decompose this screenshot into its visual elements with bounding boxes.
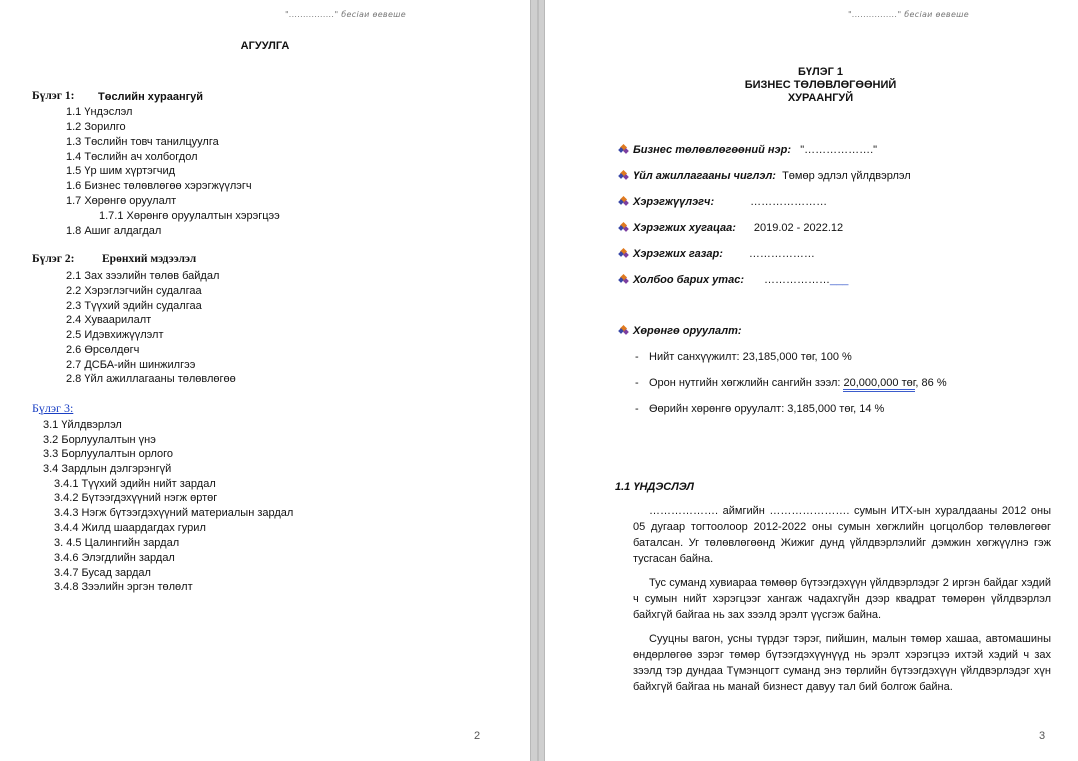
paragraph-text: Тус суманд хувиараа төмөөр бүтээгдэхүүн үйлдвэрлэдэг 2 иргэн байдаг хэдий ч сумын нийт хэрэгцээг хангаж чадахгүйн дээр квадрат төмөрөн үйлдвэрлэл байхгүй байгаа нь зах зээлд эрэлт үүсгэж байна. xyxy=(633,577,1051,621)
field-value: ……………… xyxy=(763,274,830,286)
toc-item[interactable]: 1.4 Төслийн ач холбогдол xyxy=(66,151,198,163)
toc-item[interactable]: 2.2 Хэрэглэгчийн судалгаа xyxy=(66,285,202,297)
toc-item[interactable]: 3.3 Борлуулалтын орлого xyxy=(43,448,174,460)
field-duration xyxy=(633,222,843,234)
field-location xyxy=(633,248,815,260)
page-number: 3 xyxy=(1039,730,1046,742)
toc-subitem[interactable]: 3.4.6 Элэгдлийн зардал xyxy=(54,552,175,564)
toc-item[interactable]: 2.3 Түүхий эдийн судалгаа xyxy=(66,300,202,312)
field-value: Төмөр эдлэл үйлдвэрлэл xyxy=(782,170,911,182)
field-label: Бизнес төлөвлөгөөний нэр: xyxy=(633,144,792,156)
investment-item-share: , 86 % xyxy=(915,377,947,389)
diamond-bullet-icon xyxy=(619,145,628,154)
toc-item[interactable]: 1.8 Ашиг алдагдал xyxy=(66,225,162,237)
document-page-2 xyxy=(0,0,530,761)
field-label: Холбоо барих утас: xyxy=(633,274,744,286)
toc-item[interactable]: 1.3 Төслийн товч танилцуулга xyxy=(66,136,219,148)
field-value: ………………… xyxy=(750,196,828,208)
toc-item[interactable]: 1.7 Хөрөнгө оруулалт xyxy=(66,195,177,207)
investment-item-text: Нийт санхүүжилт: 23,185,000 төг, 100 % xyxy=(649,351,852,363)
toc-title: АГУУЛГА xyxy=(240,40,290,52)
chapter-heading xyxy=(545,66,1078,105)
section-title: 1.1 ҮНДЭСЛЭЛ xyxy=(615,481,694,493)
page-header-note: "................" бесіаи өевеше xyxy=(285,10,407,19)
chapter-heading-line: ХУРААНГУЙ xyxy=(787,92,854,104)
investment-item: - Өөрийн хөрөнгө оруулалт: 3,185,000 төг, 14 % xyxy=(635,403,885,415)
document-page-3 xyxy=(545,0,1078,761)
toc-item[interactable]: 2.8 Үйл ажиллагааны төлөвлөгөө xyxy=(66,373,236,385)
toc-item[interactable]: 2.6 Өрсөлдөгч xyxy=(66,344,140,356)
toc-chapter-3-label: үлэг 3: xyxy=(38,401,74,415)
investment-item-amount: 20,000,000 төг xyxy=(843,377,915,392)
toc-item[interactable]: 2.7 ДСБА-ийн шинжилгээ xyxy=(66,359,196,371)
body-paragraph xyxy=(633,631,1051,695)
scroll-track[interactable] xyxy=(537,0,539,761)
diamond-bullet-icon xyxy=(619,249,628,258)
investment-item: - Нийт санхүүжилт: 23,185,000 төг, 100 % xyxy=(635,351,852,363)
diamond-bullet-icon xyxy=(619,197,628,206)
chapter-heading-line: БИЗНЕС ТӨЛӨВЛӨГӨӨНИЙ xyxy=(744,79,897,91)
investment-item-text: Өөрийн хөрөнгө оруулалт: 3,185,000 төг, 14 % xyxy=(649,403,885,415)
investment-item-text: Орон нутгийн хөгжлийн сангийн зээл: xyxy=(649,377,844,389)
toc-subitem[interactable]: 1.7.1 Хөрөнгө оруулалтын хэрэгцээ xyxy=(99,210,280,222)
chapter-heading-line: БҮЛЭГ 1 xyxy=(798,66,843,78)
investment-heading xyxy=(633,325,742,337)
toc-chapter-2-label: Бүлэг 2: xyxy=(32,253,75,265)
toc-chapter-1-label: Бүлэг 1: xyxy=(32,90,75,102)
field-value-tail: ___ xyxy=(829,274,849,286)
paragraph-text: Сууцны вагон, усны түрдэг тэрэг, пийшин, малын төмөр хашаа, автомашины өндөрлөгөө зэрэг төмөр бүтээгдэхүүнүүд нь эрэлт хэрэгцээ ихтэй хэдий ч зах зээлд тэр дундаа Түмэнцогт суманд энэ төрлийн бүтээгдэхүүн үйлдвэрлэдэг хүн байхгүй байгаа нь манай бизнест давуу тал бий болгож байна. xyxy=(633,633,1051,693)
toc-subitem[interactable]: 3.4.3 Нэгж бүтээгдэхүүний материалын зардал xyxy=(54,507,294,519)
toc-item[interactable]: 2.4 Хуваарилалт xyxy=(66,314,152,326)
toc-item[interactable]: 3.1 Үйлдвэрлэл xyxy=(43,419,122,431)
field-value: "………………." xyxy=(800,144,878,156)
toc-item[interactable]: 3.2 Борлуулалтын үнэ xyxy=(43,434,156,446)
field-phone xyxy=(633,274,848,286)
toc-item[interactable]: 1.1 Үндэслэл xyxy=(66,106,133,118)
toc-item[interactable]: 1.2 Зорилго xyxy=(66,121,126,133)
field-label: Хэрэгжих хугацаа: xyxy=(633,222,736,234)
page-header-note: "................" бесіаи өевеше xyxy=(848,10,970,19)
field-implementer xyxy=(633,196,827,208)
body-paragraph xyxy=(633,575,1051,623)
investment-item: - Орон нутгийн хөгжлийн сангийн зээл: 20,000,000 төг, 86 % xyxy=(649,377,947,389)
paragraph-text: ………………. аймгийн …………………. сумын ИТХ-ын хуралдааны 2012 оны 05 дугаар тогтоолоор 2012-2022 оны сумын хөгжлийн цогцолбор төлөвлөгөөг баталсан. Уг төлөвлөгөөнд Жижиг дунд үйлдвэрлэлийг дэмжин хөгжүүлнэ гэж тусгасан байна. xyxy=(633,505,1051,565)
diamond-bullet-icon xyxy=(619,326,628,335)
toc-subitem[interactable]: 3.4.1 Түүхий эдийн нийт зардал xyxy=(54,478,216,490)
toc-item[interactable]: 2.5 Идэвхижүүлэлт xyxy=(66,329,164,341)
field-value: 2019.02 - 2022.12 xyxy=(753,222,844,234)
toc-chapter-1-title: Төслийн хураангуй xyxy=(98,91,204,103)
page-number: 2 xyxy=(474,730,481,742)
investment-label: Хөрөнгө оруулалт: xyxy=(633,325,742,337)
diamond-bullet-icon xyxy=(619,171,628,180)
toc-item[interactable]: 1.6 Бизнес төлөвлөгөө хэрэгжүүлэгч xyxy=(66,180,252,192)
toc-chapter-3-link[interactable] xyxy=(32,401,73,416)
toc-chapter-3-initial: Б xyxy=(32,401,39,415)
toc-item[interactable]: 2.1 Зах зээлийн төлөв байдал xyxy=(66,270,220,282)
toc-chapter-2-title: Ерөнхий мэдээлэл xyxy=(102,253,197,265)
diamond-bullet-icon xyxy=(619,275,628,284)
toc-subitem[interactable]: 3.4.8 Зээлийн эргэн төлөлт xyxy=(54,581,193,593)
toc-item[interactable]: 3.4 Зардлын дэлгэрэнгүй xyxy=(43,463,172,475)
toc-subitem[interactable]: 3. 4.5 Цалингийн зардал xyxy=(54,537,180,549)
body-paragraph xyxy=(633,503,1051,567)
field-label: Үйл ажиллагааны чиглэл: xyxy=(633,170,776,182)
toc-item[interactable]: 1.5 Үр шим хүртэгчид xyxy=(66,165,176,177)
field-value: ……………… xyxy=(748,248,815,260)
diamond-bullet-icon xyxy=(619,223,628,232)
field-business-plan-name xyxy=(633,144,877,156)
toc-subitem[interactable]: 3.4.7 Бусад зардал xyxy=(54,567,151,579)
toc-subitem[interactable]: 3.4.4 Жилд шаардагдах гурил xyxy=(54,522,206,534)
toc-subitem[interactable]: 3.4.2 Бүтээгдэхүүний нэгж өртөг xyxy=(54,492,218,504)
field-label: Хэрэгжих газар: xyxy=(633,248,723,260)
field-label: Хэрэгжүүлэгч: xyxy=(633,196,715,208)
field-activity xyxy=(633,170,911,182)
